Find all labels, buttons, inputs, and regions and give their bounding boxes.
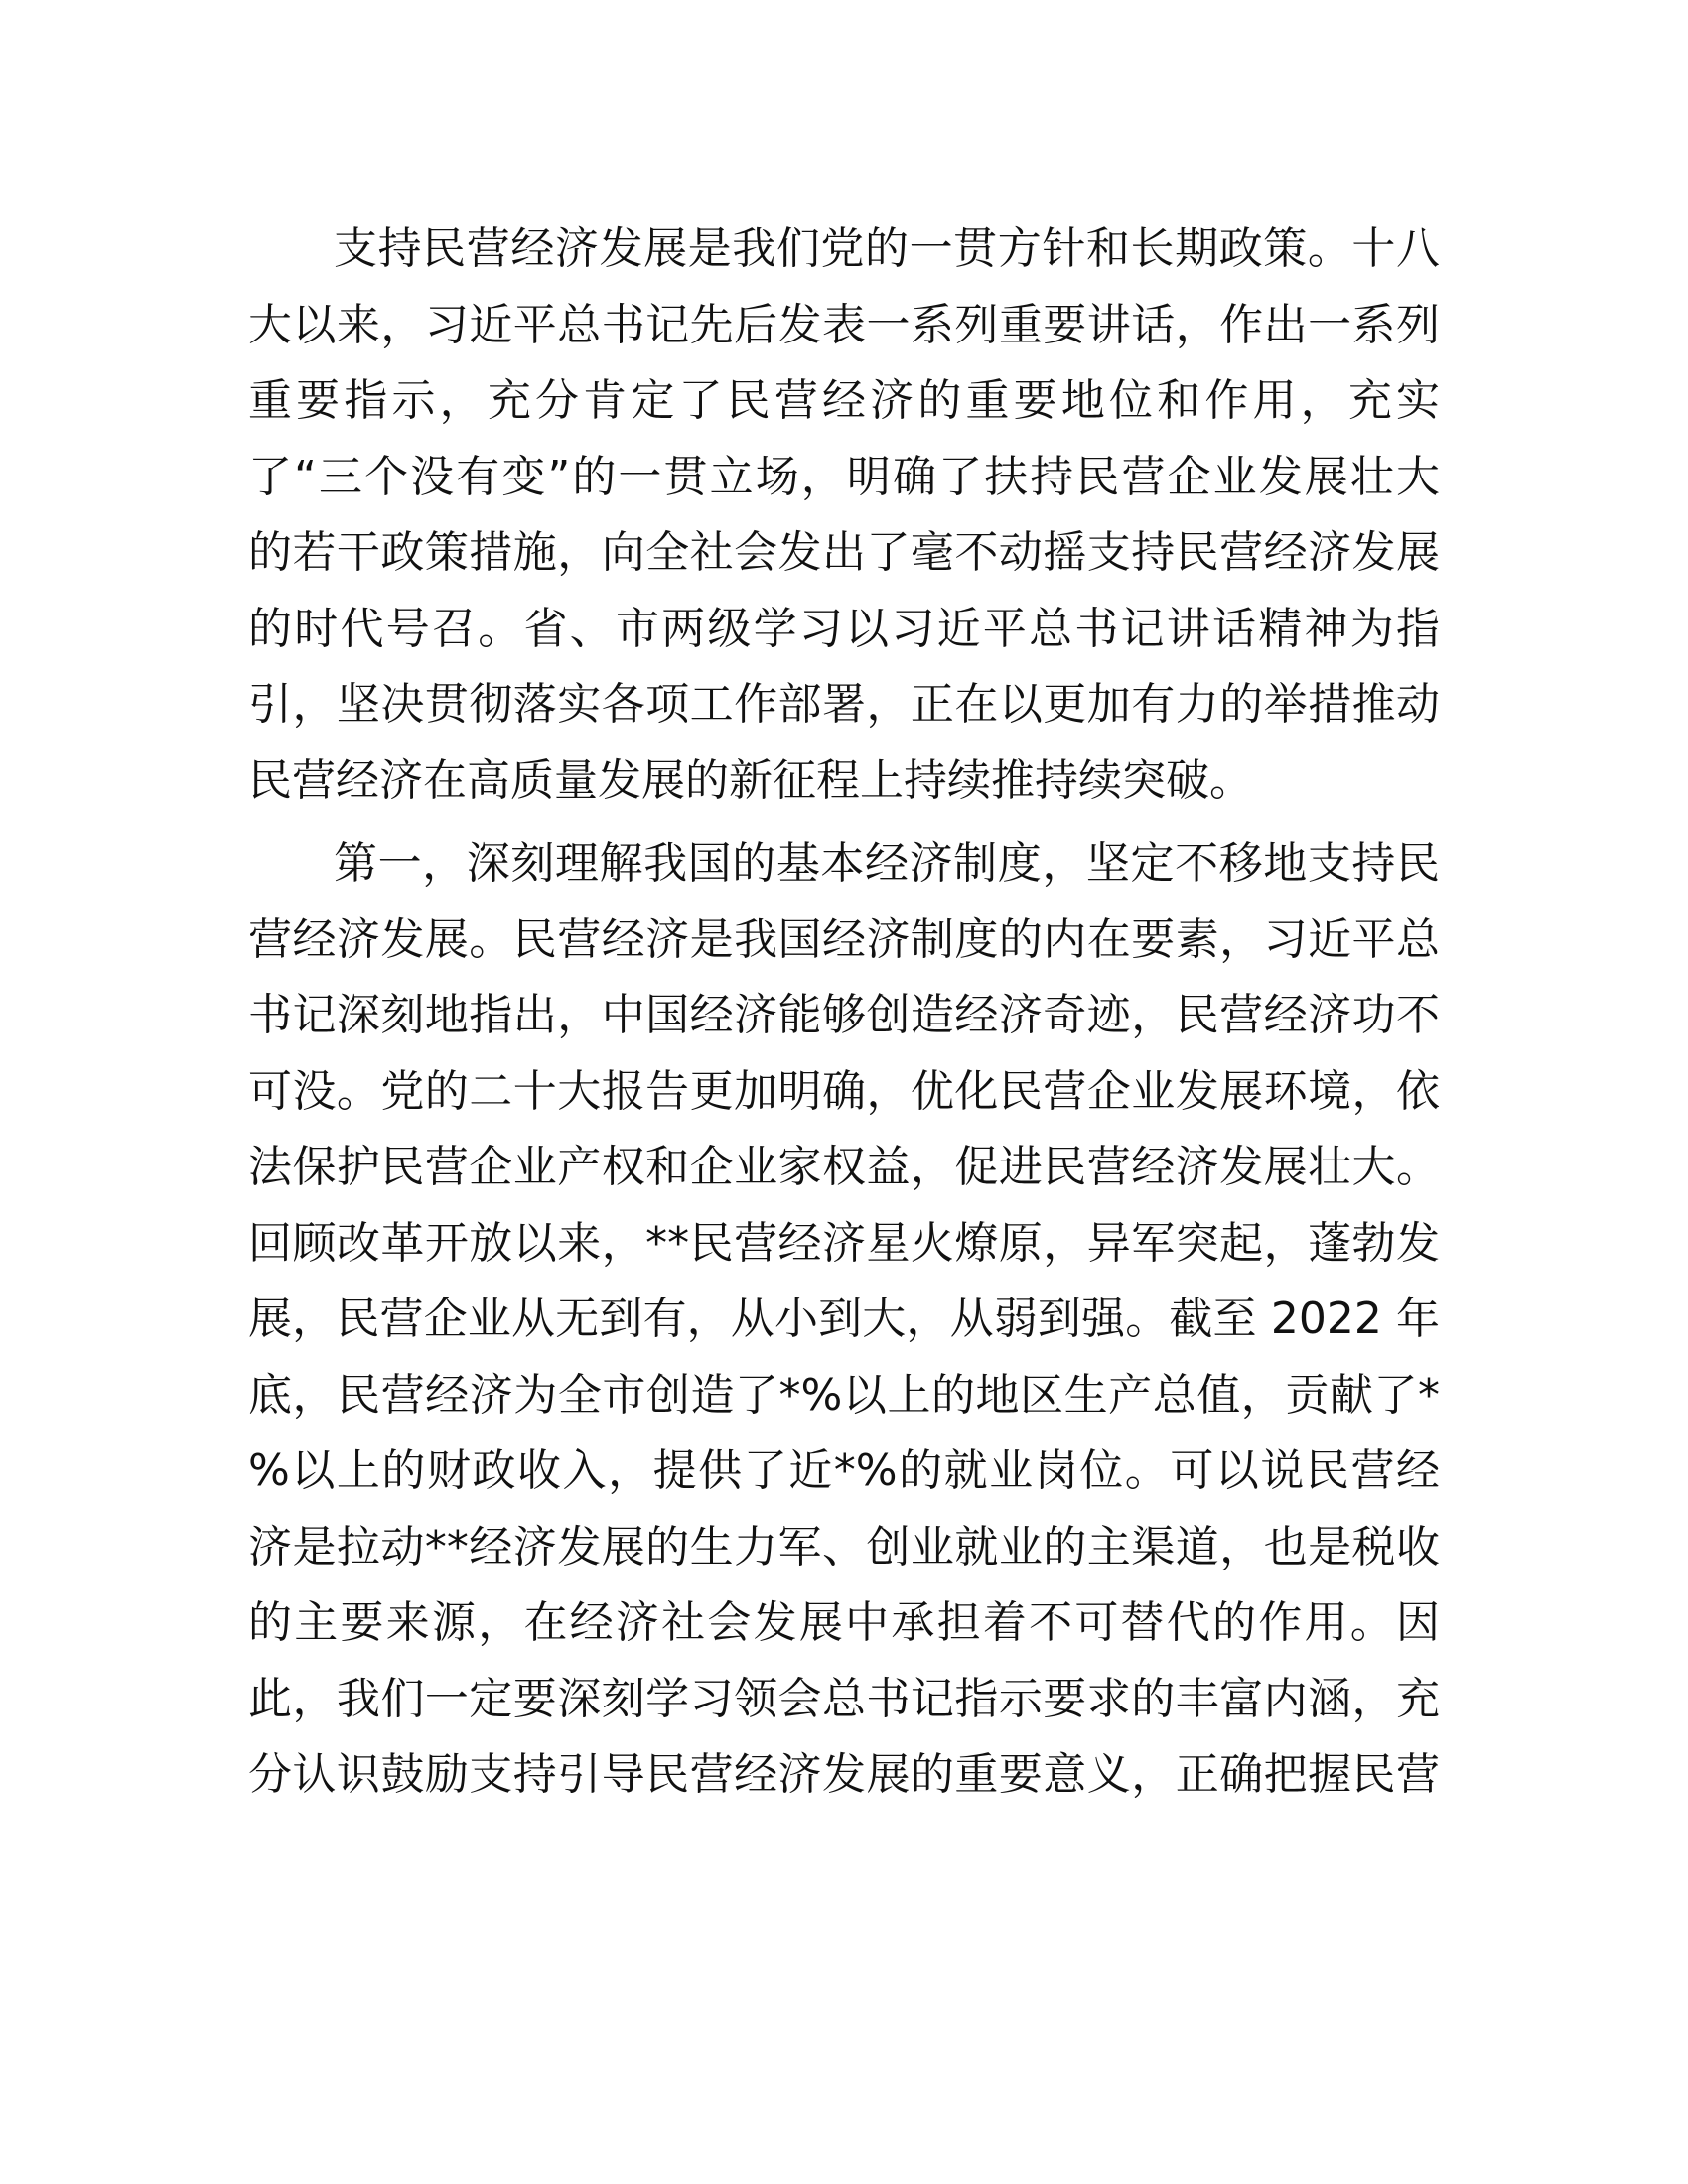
- text-line: 可没。党的二十大报告更加明确，优化民营企业发展环境，依: [248, 1065, 1440, 1117]
- text-line: 展，民营企业从无到有，从小到大，从弱到强。截至 2022 年: [248, 1294, 1440, 1344]
- text-line: 此，我们一定要深刻学习领会总书记指示要求的丰富内涵，充: [248, 1673, 1440, 1724]
- paragraph-1: [248, 211, 1440, 819]
- text-line: 法保护民营企业产权和企业家权益，促进民营经济发展壮大。: [248, 1142, 1440, 1192]
- text-line: 大以来，习近平总书记先后发表一系列重要讲话，作出一系列: [248, 299, 1440, 350]
- text-line: 营经济发展。民营经济是我国经济制度的内在要素，习近平总: [248, 913, 1440, 965]
- text-line: 民营经济在高质量发展的新征程上持续推持续突破。: [248, 754, 1253, 806]
- text-line: 分认识鼓励支持引导民营经济发展的重要意义，正确把握民营: [248, 1749, 1440, 1800]
- text-line: 重要指示，充分肯定了民营经济的重要地位和作用，充实: [248, 375, 1440, 426]
- text-line: 回顾改革开放以来，**民营经济星火燎原，异军突起，蓬勃发: [248, 1217, 1440, 1269]
- text-line: 书记深刻地指出，中国经济能够创造经济奇迹，民营经济功不: [248, 990, 1440, 1040]
- text-line: 底，民营经济为全市创造了*%以上的地区生产总值，贡献了*: [248, 1369, 1440, 1421]
- paragraph-spacer: [248, 819, 1440, 826]
- text-line: 济是拉动**经济发展的生力军、创业就业的主渠道，也是税收: [248, 1521, 1440, 1572]
- document-body: [248, 211, 1440, 1814]
- text-line: 引，坚决贯彻落实各项工作部署，正在以更加有力的举措推动: [248, 679, 1440, 730]
- text-line: 的时代号召。省、市两级学习以习近平总书记讲话精神为指: [248, 603, 1440, 654]
- text-line: 支持民营经济发展是我们党的一贯方针和长期政策。十八: [334, 223, 1440, 274]
- text-line: 的主要来源，在经济社会发展中承担着不可替代的作用。因: [248, 1597, 1440, 1648]
- text-line: 了“三个没有变”的一贯立场，明确了扶持民营企业发展壮大: [248, 451, 1440, 502]
- text-line: %以上的财政收入，提供了近*%的就业岗位。可以说民营经: [248, 1445, 1440, 1496]
- paragraph-2: [248, 826, 1440, 1814]
- text-line: 的若干政策措施，向全社会发出了毫不动摇支持民营经济发展: [248, 527, 1440, 578]
- text-line: 第一，深刻理解我国的基本经济制度，坚定不移地支持民: [334, 838, 1440, 888]
